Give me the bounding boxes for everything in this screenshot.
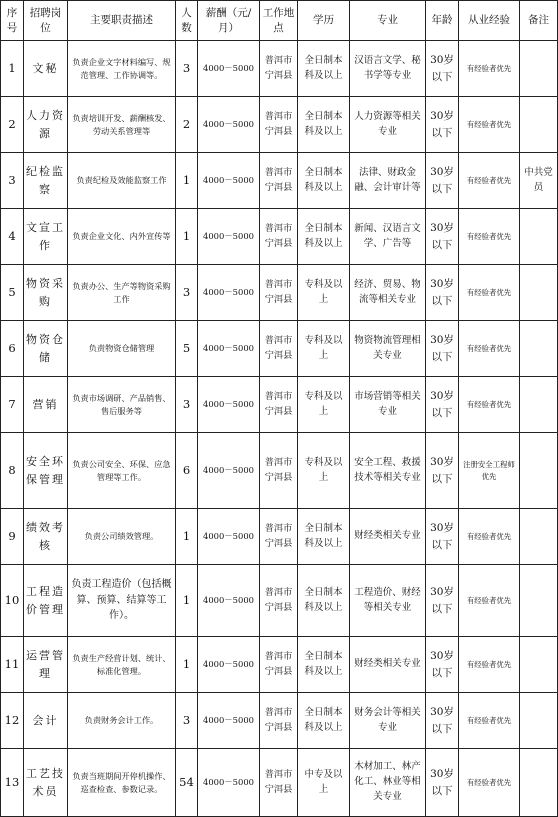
header-experience: 从业经验: [459, 1, 520, 41]
row-age: 30岁以下: [426, 97, 459, 153]
row-location: 普洱市宁洱县: [260, 637, 298, 693]
table-row: [1, 153, 558, 209]
row-age: 30岁以下: [426, 637, 459, 693]
row-age: 30岁以下: [426, 433, 459, 509]
row-education: 全日制本科及以上: [298, 637, 350, 693]
row-count: 1: [176, 637, 198, 693]
row-no: 6: [1, 321, 24, 377]
row-experience: 有经验者优先: [459, 153, 520, 209]
row-experience: 有经验者优先: [459, 321, 520, 377]
row-count: 2: [176, 97, 198, 153]
row-description: 负责公司安全、环保、应急管理等工作。: [68, 433, 176, 509]
row-age: 30岁以下: [426, 265, 459, 321]
row-age: 30岁以下: [426, 377, 459, 433]
row-salary: 4000－5000: [198, 321, 260, 377]
row-position: 文秘: [24, 41, 68, 97]
row-location: 普洱市宁洱县: [260, 265, 298, 321]
row-experience: 有经验者优先: [459, 637, 520, 693]
row-no: 12: [1, 693, 24, 749]
row-salary: 4000－5000: [198, 749, 260, 817]
row-note: [520, 565, 558, 637]
row-major: 物资物流管理相关专业: [350, 321, 426, 377]
row-note: [520, 377, 558, 433]
row-count: 1: [176, 509, 198, 565]
row-count: 1: [176, 153, 198, 209]
row-description: 负责企业文字材料编写、规范管理、工作协调等。: [68, 41, 176, 97]
table-row: [1, 637, 558, 693]
header-education: 学历: [298, 1, 350, 41]
row-location: 普洱市宁洱县: [260, 693, 298, 749]
row-position: 工艺技术员: [24, 749, 68, 817]
row-major: 财经类相关专业: [350, 509, 426, 565]
row-note: 中共党员: [520, 153, 558, 209]
row-experience: 注册安全工程师优先: [459, 433, 520, 509]
row-major: 经济、贸易、物流等相关专业: [350, 265, 426, 321]
row-count: 3: [176, 41, 198, 97]
row-experience: 有经验者优先: [459, 377, 520, 433]
row-education: 专科及以上: [298, 377, 350, 433]
row-salary: 4000－5000: [198, 637, 260, 693]
row-position: 运营管理: [24, 637, 68, 693]
row-salary: 4000－5000: [198, 265, 260, 321]
row-location: 普洱市宁洱县: [260, 97, 298, 153]
row-description: 负责市场调研、产品销售、售后服务等: [68, 377, 176, 433]
header-note: 备注: [520, 1, 558, 41]
row-description: 负责生产经营计划、统计、标准化管理。: [68, 637, 176, 693]
row-note: [520, 41, 558, 97]
row-major: 新闻、汉语言文学、广告等: [350, 209, 426, 265]
header-row: [1, 1, 558, 41]
row-salary: 4000－5000: [198, 433, 260, 509]
row-major: 安全工程、救援技术等相关专业: [350, 433, 426, 509]
row-education: 全日制本科及以上: [298, 565, 350, 637]
row-description: 负责办公、生产等物资采购工作: [68, 265, 176, 321]
row-age: 30岁以下: [426, 565, 459, 637]
row-count: 54: [176, 749, 198, 817]
table-row: [1, 433, 558, 509]
row-location: 普洱市宁洱县: [260, 749, 298, 817]
row-description: 负责工程造价（包括概算、预算、结算等工作）。: [68, 565, 176, 637]
row-no: 13: [1, 749, 24, 817]
table-row: [1, 377, 558, 433]
row-position: 营销: [24, 377, 68, 433]
row-description: 负责财务会计工作。: [68, 693, 176, 749]
row-education: 全日制本科及以上: [298, 209, 350, 265]
row-major: 财务会计等相关专业: [350, 693, 426, 749]
header-position: 招聘岗位: [24, 1, 68, 41]
row-location: 普洱市宁洱县: [260, 565, 298, 637]
row-salary: 4000－5000: [198, 377, 260, 433]
row-major: 法律、财政金融、会计审计等: [350, 153, 426, 209]
row-no: 9: [1, 509, 24, 565]
row-note: [520, 509, 558, 565]
table-row: [1, 565, 558, 637]
row-age: 30岁以下: [426, 209, 459, 265]
row-position: 物资仓储: [24, 321, 68, 377]
row-education: 全日制本科及以上: [298, 509, 350, 565]
row-count: 5: [176, 321, 198, 377]
row-count: 1: [176, 565, 198, 637]
row-no: 10: [1, 565, 24, 637]
row-no: 11: [1, 637, 24, 693]
row-description: 负责纪检及效能监察工作: [68, 153, 176, 209]
row-note: [520, 97, 558, 153]
row-age: 30岁以下: [426, 321, 459, 377]
row-count: 1: [176, 209, 198, 265]
row-education: 专科及以上: [298, 433, 350, 509]
row-position: 人力资源: [24, 97, 68, 153]
row-note: [520, 433, 558, 509]
row-description: 负责当班期间开停机操作、巡查检查、参数记录。: [68, 749, 176, 817]
row-location: 普洱市宁洱县: [260, 209, 298, 265]
row-no: 5: [1, 265, 24, 321]
row-major: 工程造价、财经等相关专业: [350, 565, 426, 637]
row-location: 普洱市宁洱县: [260, 321, 298, 377]
header-salary: 薪酬（元/月）: [198, 1, 260, 41]
row-position: 纪检监察: [24, 153, 68, 209]
row-education: 全日制本科及以上: [298, 41, 350, 97]
row-age: 30岁以下: [426, 509, 459, 565]
table-row: [1, 41, 558, 97]
row-experience: 有经验者优先: [459, 749, 520, 817]
row-salary: 4000－5000: [198, 209, 260, 265]
table-row: [1, 749, 558, 817]
row-education: 专科及以上: [298, 321, 350, 377]
table-row: [1, 97, 558, 153]
row-education: 全日制本科及以上: [298, 693, 350, 749]
row-no: 7: [1, 377, 24, 433]
header-count: 人数: [176, 1, 198, 41]
row-note: [520, 749, 558, 817]
row-education: 中专及以上: [298, 749, 350, 817]
row-note: [520, 265, 558, 321]
row-age: 30岁以下: [426, 693, 459, 749]
row-education: 专科及以上: [298, 265, 350, 321]
row-count: 3: [176, 265, 198, 321]
table-row: [1, 321, 558, 377]
row-no: 3: [1, 153, 24, 209]
row-note: [520, 637, 558, 693]
row-no: 2: [1, 97, 24, 153]
table-row: [1, 265, 558, 321]
row-salary: 4000－5000: [198, 509, 260, 565]
row-note: [520, 209, 558, 265]
row-position: 工程造价管理: [24, 565, 68, 637]
row-description: 负责企业文化、内外宣传等: [68, 209, 176, 265]
header-no: 序号: [1, 1, 24, 41]
row-major: 市场营销等相关专业: [350, 377, 426, 433]
row-major: 财经类相关专业: [350, 637, 426, 693]
row-location: 普洱市宁洱县: [260, 377, 298, 433]
row-note: [520, 693, 558, 749]
row-location: 普洱市宁洱县: [260, 433, 298, 509]
row-education: 全日制本科及以上: [298, 153, 350, 209]
row-location: 普洱市宁洱县: [260, 509, 298, 565]
row-position: 物资采购: [24, 265, 68, 321]
row-age: 30岁以下: [426, 41, 459, 97]
row-major: 汉语言文学、秘书学等专业: [350, 41, 426, 97]
table-row: [1, 693, 558, 749]
row-salary: 4000－5000: [198, 153, 260, 209]
row-position: 安全环保管理: [24, 433, 68, 509]
row-count: 6: [176, 433, 198, 509]
row-no: 4: [1, 209, 24, 265]
row-experience: 有经验者优先: [459, 41, 520, 97]
row-description: 负责培训开发、薪酬核发、劳动关系管理等: [68, 97, 176, 153]
row-no: 8: [1, 433, 24, 509]
header-age: 年龄: [426, 1, 459, 41]
row-experience: 有经验者优先: [459, 565, 520, 637]
header-major: 专业: [350, 1, 426, 41]
row-location: 普洱市宁洱县: [260, 153, 298, 209]
table-row: [1, 209, 558, 265]
row-salary: 4000－5000: [198, 41, 260, 97]
row-salary: 4000－5000: [198, 693, 260, 749]
row-location: 普洱市宁洱县: [260, 41, 298, 97]
row-age: 30岁以下: [426, 749, 459, 817]
row-position: 文宣工作: [24, 209, 68, 265]
row-position: 会计: [24, 693, 68, 749]
row-count: 3: [176, 377, 198, 433]
row-experience: 有经验者优先: [459, 265, 520, 321]
row-education: 全日制本科及以上: [298, 97, 350, 153]
row-experience: 有经验者优先: [459, 509, 520, 565]
header-location: 工作地点: [260, 1, 298, 41]
row-position: 绩效考核: [24, 509, 68, 565]
row-age: 30岁以下: [426, 153, 459, 209]
row-experience: 有经验者优先: [459, 97, 520, 153]
row-experience: 有经验者优先: [459, 209, 520, 265]
row-no: 1: [1, 41, 24, 97]
row-salary: 4000－5000: [198, 565, 260, 637]
header-description: 主要职责描述: [68, 1, 176, 41]
row-experience: 有经验者优先: [459, 693, 520, 749]
row-note: [520, 321, 558, 377]
row-major: 木材加工、林产化工、林业等相关专业: [350, 749, 426, 817]
table-row: [1, 509, 558, 565]
row-count: 3: [176, 693, 198, 749]
row-description: 负责公司绩效管理。: [68, 509, 176, 565]
row-salary: 4000－5000: [198, 97, 260, 153]
row-description: 负责物资仓储管理: [68, 321, 176, 377]
row-major: 人力资源等相关专业: [350, 97, 426, 153]
